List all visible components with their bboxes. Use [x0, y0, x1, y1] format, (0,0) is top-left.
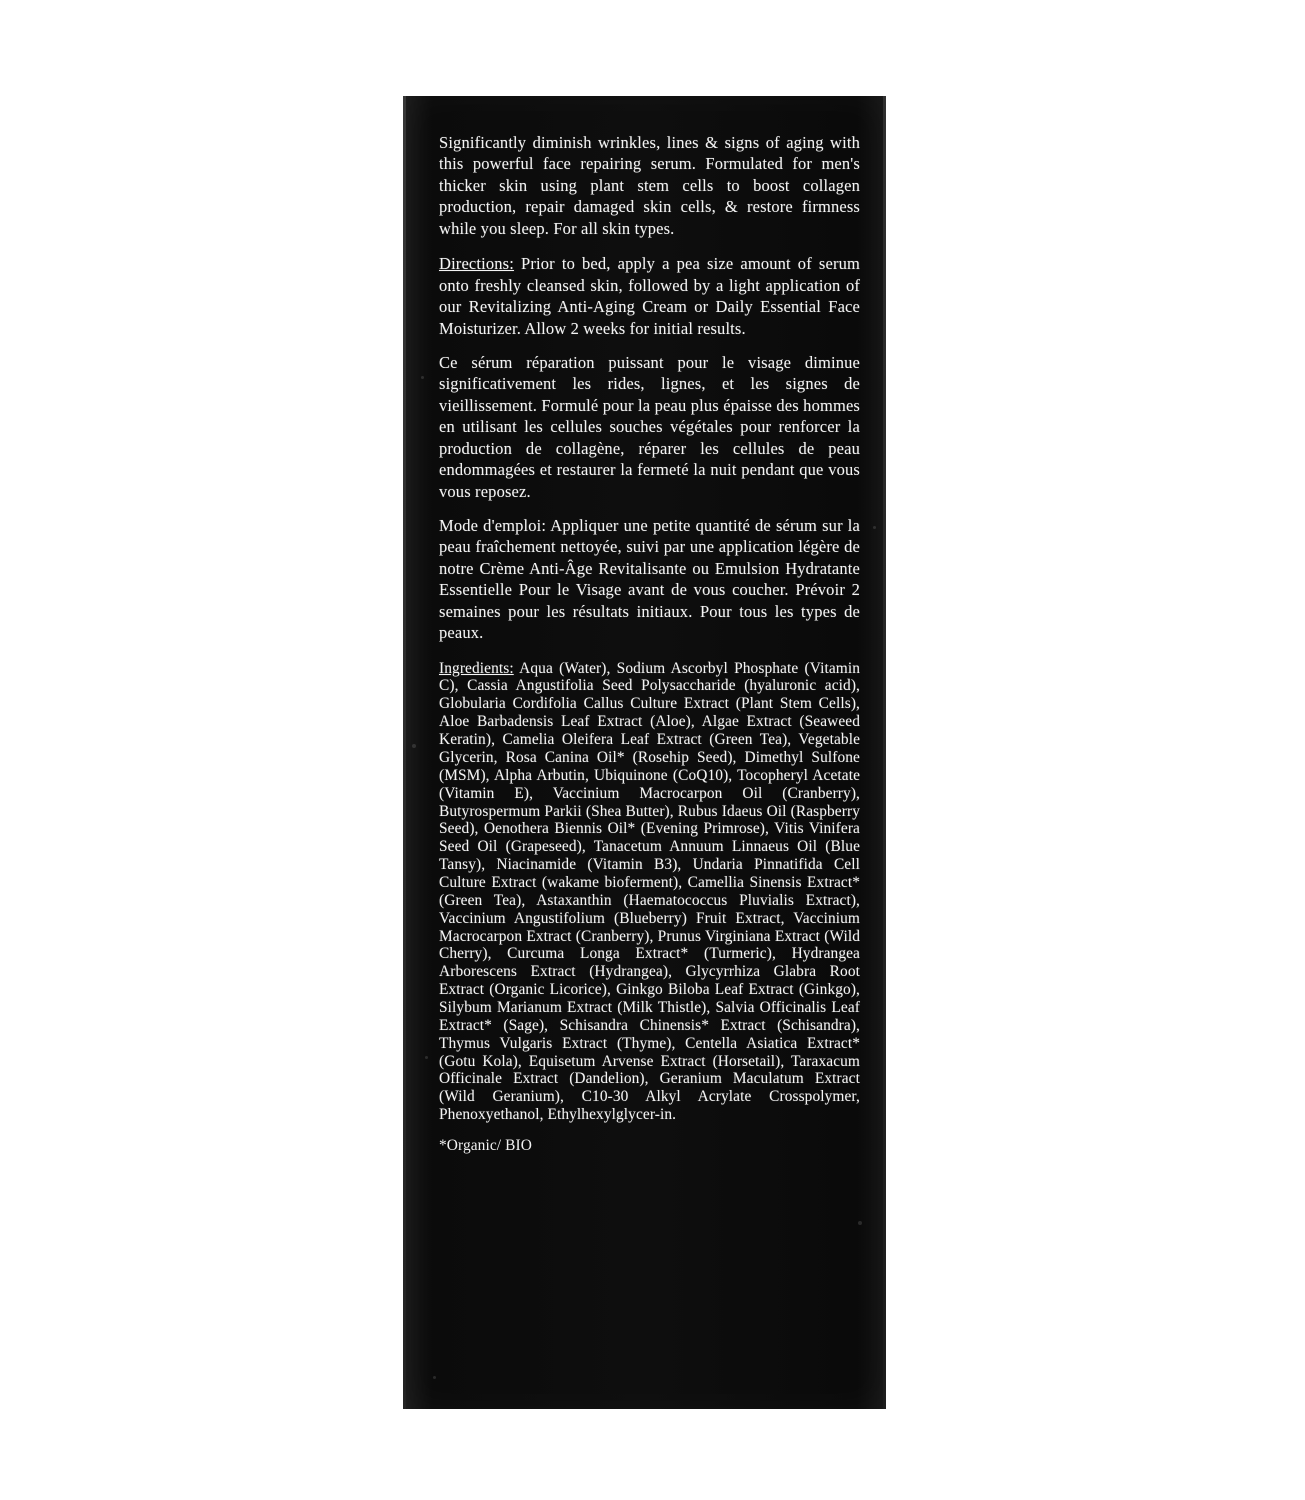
- directions-label: Directions:: [439, 254, 514, 274]
- panel-text-content: [439, 132, 860, 1170]
- directions-paragraph: [439, 253, 860, 339]
- texture-speck: [412, 744, 416, 748]
- ingredients-paragraph: [439, 660, 860, 1124]
- texture-speck: [873, 526, 876, 529]
- french-directions-paragraph: Mode d'emploi: Appliquer une petite quantité de sérum sur la peau fraîchement nettoyée, suivi par une application légère de notre Crème Anti-Âge Revitalisante ou Emulsion Hydratante Essentielle Pour le Visage avant de vous coucher. Prévoir 2 semaines pour les résultats initiaux. Pour tous les types de peaux.: [439, 516, 860, 643]
- organic-footnote: *Organic/ BIO: [439, 1136, 532, 1154]
- product-box-back-panel: [403, 96, 886, 1409]
- directions-text: Prior to bed, apply a pea size amount of serum onto freshly cleansed skin, followed by a light application of our Revitalizing Anti-Aging Cream or Daily Essential Face Moisturizer. Allow 2 weeks for initial results.: [439, 254, 860, 338]
- texture-speck: [858, 1221, 862, 1225]
- texture-speck: [421, 376, 424, 379]
- ingredients-label: Ingredients:: [439, 659, 514, 677]
- ingredients-list-text: Aqua (Water), Sodium Ascorbyl Phosphate (Vitamin C), Cassia Angustifolia Seed Polysaccharide (hyaluronic acid), Globularia Cordifolia Callus Culture Extract (Plant Stem Cells), Aloe Barbadensis Leaf Extract (Aloe), Algae Extract (Seaweed Keratin), Camelia Oleifera Leaf Extract (Green Tea), Vegetable Glycerin, Rosa Canina Oil* (Rosehip Seed), Dimethyl Sulfone (MSM), Alpha Arbutin, Ubiquinone (CoQ10), Tocopheryl Acetate (Vitamin E), Vaccinium Macrocarpon Oil (Cranberry), Butyrospermum Parkii (Shea Butter), Rubus Idaeus Oil (Raspberry Seed), Oenothera Biennis Oil* (Evening Primrose), Vitis Vinifera Seed Oil (Grapeseed), Tanacetum Annuum Linnaeus Oil (Blue Tansy), Niacinamide (Vitamin B3), Undaria Pinnatifida Cell Culture Extract (wakame bioferment), Camellia Sinensis Extract* (Green Tea), Astaxanthin (Haematococcus Pluvialis Extract), Vaccinium Angustifolium (Blueberry) Fruit Extract, Vaccinium Macrocarpon Extract (Cranberry), Prunus Virginiana Extract (Wild Cherry), Curcuma Longa Extract* (Turmeric), Hydrangea Arborescens Extract (Hydrangea), Glycyrrhiza Glabra Root Extract (Organic Licorice), Ginkgo Biloba Leaf Extract (Ginkgo), Silybum Marianum Extract (Milk Thistle), Salvia Officinalis Leaf Extract* (Sage), Schisandra Chinensis* Extract (Schisandra), Thymus Vulgaris Extract (Thyme), Centella Asiatica Extract* (Gotu Kola), Equisetum Arvense Extract (Horsetail), Taraxacum Officinale Extract (Dandelion), Geranium Maculatum Extract (Wild Geranium), C10-30 Alkyl Acrylate Crosspolymer, Phenoxyethanol, Ethylhexylglycer-in.: [439, 659, 860, 1124]
- texture-speck: [433, 1376, 436, 1379]
- texture-speck: [425, 1056, 428, 1059]
- french-description-paragraph: Ce sérum réparation puissant pour le visage diminue significativement les rides, lignes, et les signes de vieillissement. Formulé pour la peau plus épaisse des hommes en utilisant les cellules souches végétales pour renforcer la production de collagène, réparer les cellules de peau endommagées et restaurer la fermeté la nuit pendant que vous vous reposez.: [439, 352, 860, 501]
- english-description-paragraph: Significantly diminish wrinkles, lines & signs of aging with this powerful face repairing serum. Formulated for men's thicker skin using plant stem cells to boost collagen production, repair damaged skin cells, & restore firmness while you sleep. For all skin types.: [439, 133, 860, 238]
